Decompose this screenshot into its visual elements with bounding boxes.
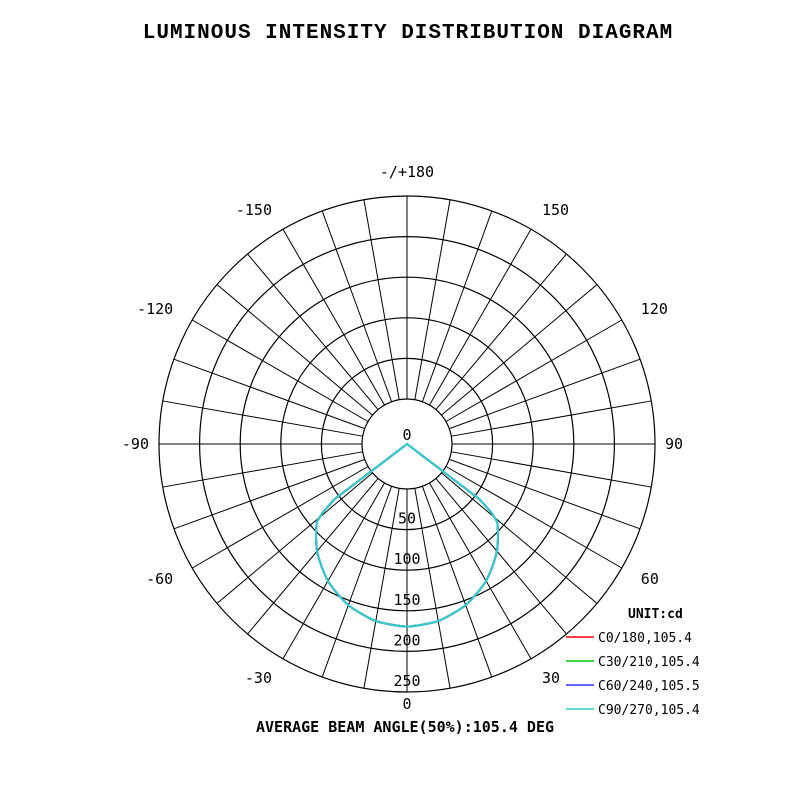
grid-spoke-310: [217, 473, 373, 603]
grid-spoke-220: [248, 254, 378, 410]
grid-spoke-200: [322, 211, 391, 402]
angle-tick-180: -/+180: [379, 163, 435, 181]
angle-tick-150: 150: [542, 201, 570, 220]
angle-tick-120: 120: [640, 300, 668, 318]
grid-spoke-80: [451, 452, 651, 487]
angle-tick-30: 30: [542, 668, 561, 687]
chart-title: LUMINOUS INTENSITY DISTRIBUTION DIAGRAM: [142, 22, 674, 45]
angle-tick--30: -30: [244, 668, 272, 687]
grid-spoke-290: [174, 459, 365, 528]
grid-spoke-320: [248, 478, 378, 634]
angle-tick--60: -60: [146, 570, 174, 588]
radial-tick-150: 150: [393, 590, 421, 609]
grid-spoke-280: [163, 452, 363, 487]
grid-spoke-140: [436, 254, 566, 410]
angle-tick--150: -150: [235, 201, 272, 220]
grid-spoke-230: [217, 285, 373, 415]
grid-spoke-160: [422, 211, 491, 402]
grid-spoke-40: [436, 478, 566, 634]
grid-spoke-260: [163, 401, 363, 436]
grid-spoke-20: [422, 486, 491, 677]
grid-spoke-100: [451, 401, 651, 436]
radial-tick-250: 250: [393, 672, 421, 690]
radial-tick-100: 100: [393, 550, 421, 569]
legend-label-1: C30/210,105.4: [598, 655, 700, 670]
legend-label-3: C90/270,105.4: [598, 703, 700, 718]
angle-tick-60: 60: [640, 570, 659, 588]
radial-tick-200: 200: [393, 631, 421, 650]
legend: [566, 631, 700, 718]
angle-tick--90: -90: [121, 435, 149, 453]
angle-tick-90: 90: [665, 435, 684, 453]
grid-spoke-10: [415, 488, 450, 688]
grid-spoke-130: [441, 285, 597, 415]
grid-spoke-250: [174, 359, 365, 428]
radial-tick-50: 50: [397, 509, 417, 528]
angle-tick--120: -120: [137, 300, 174, 318]
grid-spoke-70: [449, 459, 640, 528]
grid-spoke-340: [322, 486, 391, 677]
grid-spoke-50: [441, 473, 597, 603]
legend-label-0: C0/180,105.4: [598, 631, 692, 646]
unit-label: UNIT:cd: [628, 607, 683, 622]
radial-tick-0: 0: [402, 426, 412, 444]
grid-spoke-190: [364, 200, 399, 400]
grid-spoke-170: [415, 200, 450, 400]
legend-label-2: C60/240,105.5: [598, 679, 700, 694]
angle-tick-0: 0: [402, 695, 412, 713]
beam-angle-label: AVERAGE BEAM ANGLE(50%):105.4 DEG: [255, 718, 555, 736]
grid-spoke-350: [364, 488, 399, 688]
grid-spoke-110: [449, 359, 640, 428]
